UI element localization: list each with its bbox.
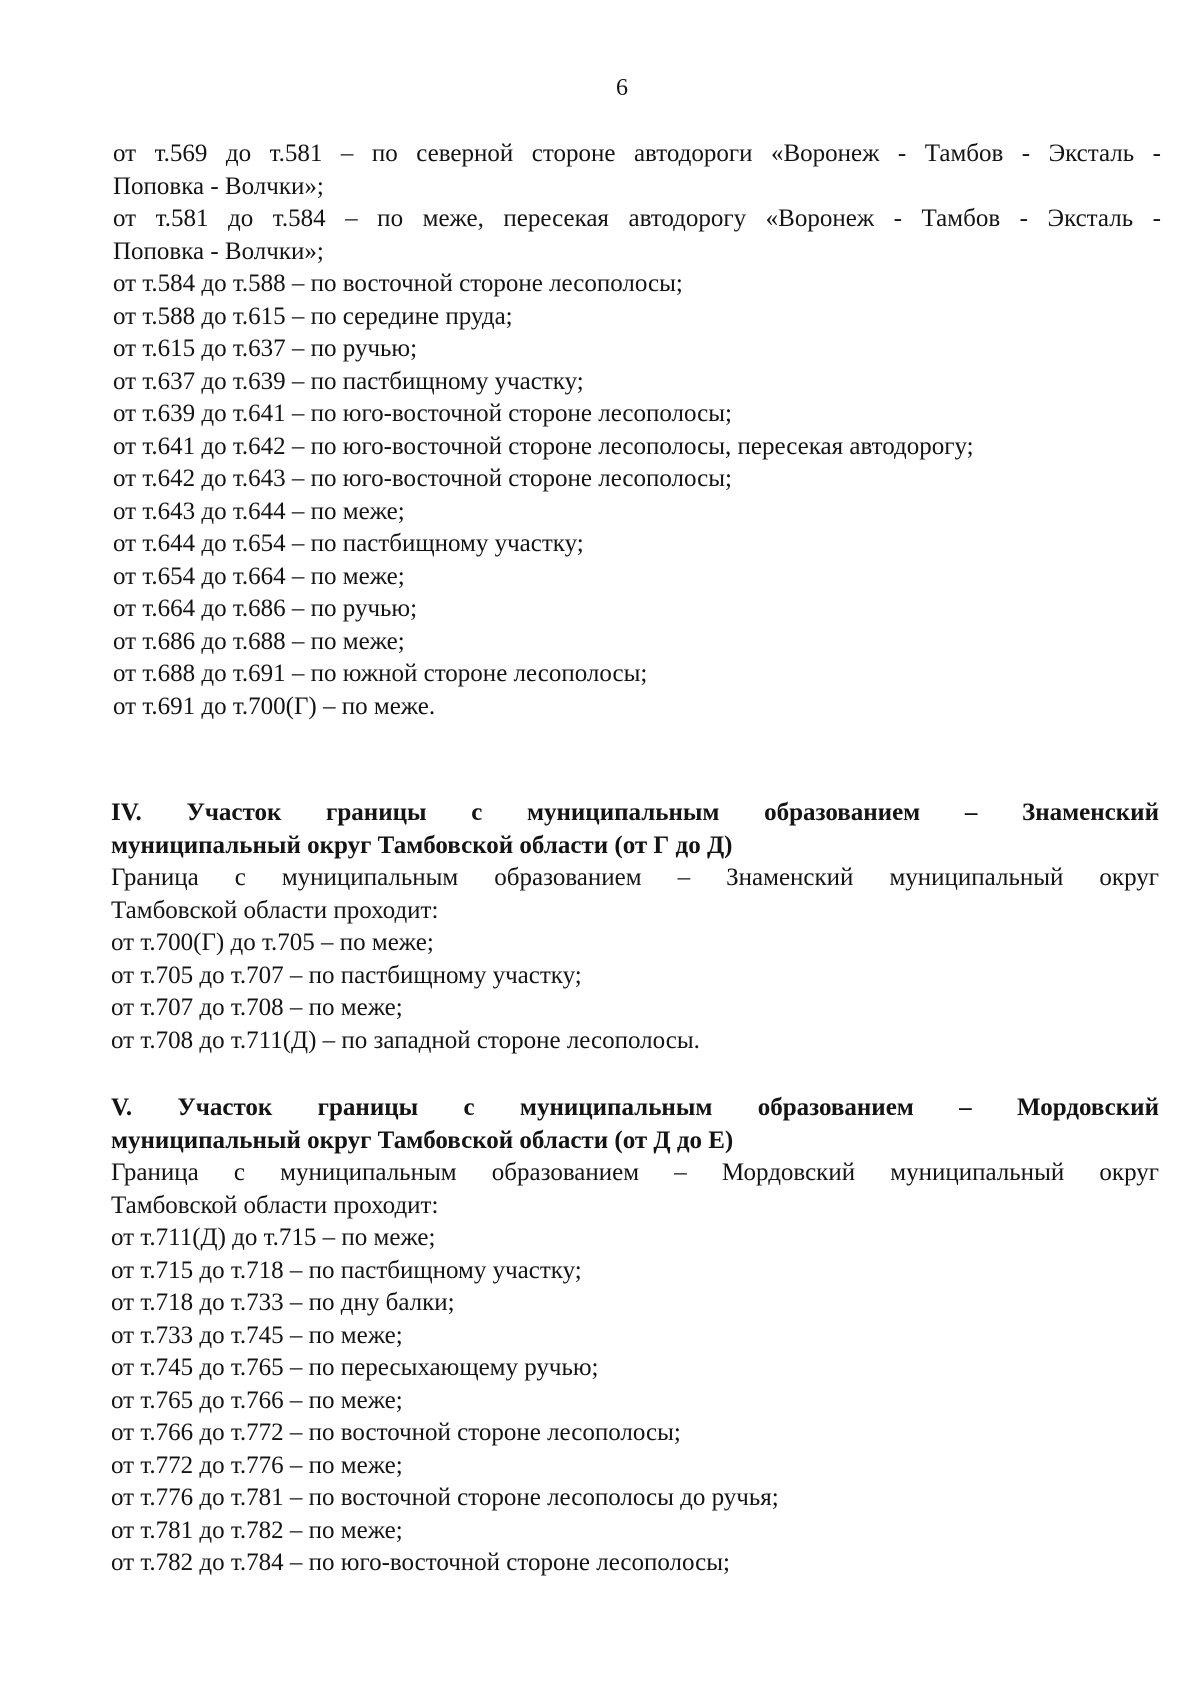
section-iv-heading: IV. Участок границы с муниципальным образованием – Знаменский [111, 799, 1159, 826]
section-v-intro: Граница с муниципальным образованием – Мордовский муниципальный округ [111, 1159, 1159, 1186]
boundary-line: от т.708 до т.711(Д) – по западной стороне лесополосы. [111, 1026, 700, 1054]
boundary-line: от т.588 до т.615 – по середине пруда; [113, 302, 513, 330]
section-iv-intro-continued: Тамбовской области проходит: [111, 896, 439, 924]
boundary-line: от т.776 до т.781 – по восточной стороне лесополосы до ручья; [111, 1484, 779, 1511]
boundary-line: от т.705 до т.707 – по пастбищному участку; [111, 961, 582, 989]
boundary-section-continued [113, 138, 1161, 723]
boundary-line: от т.569 до т.581 – по северной стороне автодороги «Воронеж - Тамбов - Эксталь - [113, 140, 1161, 167]
boundary-line: от т.642 до т.643 – по юго-восточной стороне лесополосы; [113, 465, 732, 492]
boundary-line: от т.715 до т.718 – по пастбищному участку; [111, 1256, 582, 1284]
boundary-line: от т.711(Д) до т.715 – по меже; [111, 1224, 436, 1251]
page-number: 6 [616, 75, 628, 101]
section-v-intro-continued: Тамбовской области проходит: [111, 1191, 439, 1219]
section-iv [111, 797, 1159, 1057]
boundary-line: от т.643 до т.644 – по меже; [113, 497, 405, 525]
boundary-line: от т.707 до т.708 – по меже; [111, 994, 403, 1021]
boundary-line: от т.584 до т.588 – по восточной стороне лесополосы; [113, 270, 683, 297]
boundary-line: от т.765 до т.766 – по меже; [111, 1386, 403, 1414]
boundary-line: от т.781 до т.782 – по меже; [111, 1516, 403, 1544]
boundary-line: от т.782 до т.784 – по юго-восточной стороне лесополосы; [111, 1549, 730, 1576]
boundary-line: от т.691 до т.700(Г) – по меже. [113, 692, 436, 720]
boundary-line: от т.639 до т.641 – по юго-восточной стороне лесополосы; [113, 400, 732, 427]
section-v-heading: V. Участок границы с муниципальным образованием – Мордовский [111, 1094, 1159, 1121]
boundary-line: от т.637 до т.639 – по пастбищному участку; [113, 367, 584, 395]
boundary-line: от т.700(Г) до т.705 – по меже; [111, 929, 434, 956]
boundary-line: Поповка - Волчки»; [113, 237, 324, 265]
boundary-line: от т.766 до т.772 – по восточной стороне лесополосы; [111, 1419, 681, 1446]
boundary-line: от т.615 до т.637 – по ручью; [113, 335, 418, 362]
boundary-line: от т.688 до т.691 – по южной стороне лесополосы; [113, 660, 648, 687]
boundary-line: от т.664 до т.686 – по ручью; [113, 595, 418, 622]
section-iv-intro: Граница с муниципальным образованием – Знаменский муниципальный округ [111, 864, 1159, 891]
section-v [111, 1092, 1159, 1580]
boundary-line: от т.641 до т.642 – по юго-восточной стороне лесополосы, пересекая автодорогу; [113, 432, 974, 460]
boundary-line: от т.644 до т.654 – по пастбищному участку; [113, 530, 584, 557]
boundary-line: от т.745 до т.765 – по пересыхающему ручью; [111, 1354, 599, 1381]
boundary-line: от т.581 до т.584 – по меже, пересекая автодорогу «Воронеж - Тамбов - Эксталь - [113, 205, 1161, 232]
boundary-line: Поповка - Волчки»; [113, 172, 324, 200]
boundary-line: от т.733 до т.745 – по меже; [111, 1321, 403, 1349]
boundary-line: от т.686 до т.688 – по меже; [113, 627, 405, 655]
boundary-line: от т.772 до т.776 – по меже; [111, 1451, 403, 1479]
section-v-heading-continued: муниципальный округ Тамбовской области (от Д до Е) [111, 1126, 734, 1154]
boundary-line: от т.718 до т.733 – по дну балки; [111, 1289, 455, 1316]
boundary-line: от т.654 до т.664 – по меже; [113, 562, 405, 590]
section-iv-heading-continued: муниципальный округ Тамбовской области (от Г до Д) [111, 831, 733, 859]
